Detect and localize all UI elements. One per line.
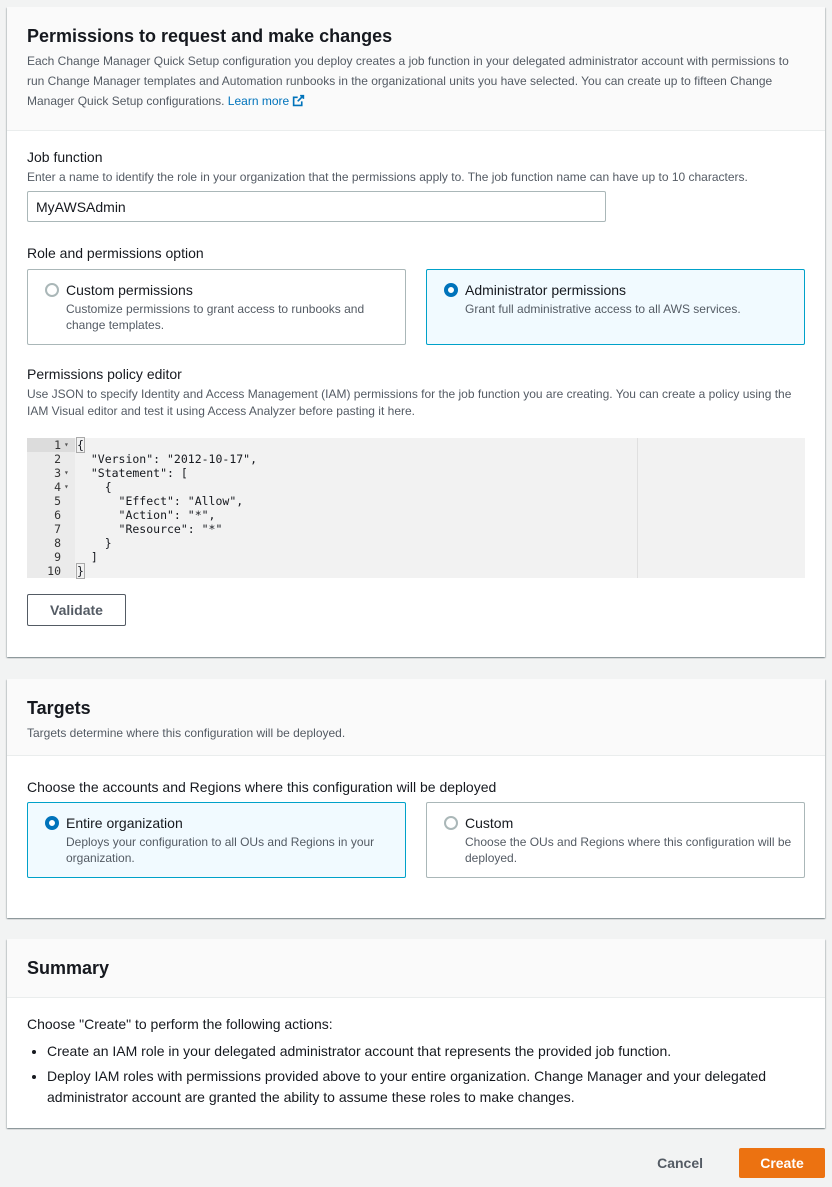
line-number: 1 — [54, 438, 61, 452]
code-text: { — [77, 438, 84, 452]
summary-header — [7, 939, 825, 998]
targets-tiles — [27, 802, 805, 878]
job-function-label: Job function — [27, 149, 103, 165]
external-link-icon — [292, 94, 305, 107]
permissions-title: Permissions to request and make changes — [27, 26, 393, 46]
summary-panel — [7, 939, 825, 1128]
administrator-permissions-radio[interactable] — [444, 283, 458, 297]
custom-targets-tile[interactable] — [426, 802, 805, 878]
editor-print-margin — [637, 438, 638, 578]
targets-body — [7, 756, 825, 898]
code-line — [27, 466, 637, 480]
summary-list — [27, 1041, 805, 1108]
entire-organization-tile[interactable] — [27, 802, 406, 878]
code-line — [27, 522, 637, 536]
form-actions — [645, 1148, 825, 1178]
line-number: 2 — [54, 452, 61, 466]
line-number: 3 — [54, 466, 61, 480]
code-text: "Statement": [ — [77, 466, 188, 480]
targets-panel — [7, 679, 825, 918]
custom-targets-radio[interactable] — [444, 816, 458, 830]
line-number: 6 — [54, 508, 61, 522]
code-text: { — [77, 480, 112, 494]
line-number: 9 — [54, 550, 61, 564]
targets-description: Targets determine where this configuration will be deployed. — [27, 726, 346, 740]
code-line — [27, 494, 637, 508]
targets-choose-label: Choose the accounts and Regions where this configuration will be deployed — [27, 779, 497, 795]
targets-title: Targets — [27, 698, 91, 718]
code-text: "Effect": "Allow", — [77, 494, 244, 508]
line-number: 10 — [47, 564, 61, 578]
learn-more-link[interactable]: Learn more — [228, 94, 305, 108]
summary-title: Summary — [27, 958, 110, 978]
targets-header — [7, 679, 825, 756]
entire-organization-description: Deploys your configuration to all OUs and Regions in your organization. — [66, 835, 375, 865]
job-function-hint: Enter a name to identify the role in your organization that the permissions apply to. The job function name can have up to 10 characters. — [27, 170, 748, 184]
policy-editor-label: Permissions policy editor — [27, 366, 182, 382]
administrator-permissions-description: Grant full administrative access to all AWS services. — [465, 302, 741, 316]
fold-toggle-icon[interactable]: ▾ — [64, 468, 69, 477]
administrator-permissions-tile[interactable] — [426, 269, 805, 345]
summary-item: • Deploy IAM roles with permissions provided above to your entire organization. Change Manager and your delegated administrator account are granted the ability to assume these roles to make changes. — [47, 1066, 805, 1108]
code-text: "Action": "*", — [77, 508, 216, 522]
job-function-input[interactable] — [27, 191, 606, 222]
code-line — [27, 438, 637, 452]
line-number: 7 — [54, 522, 61, 536]
code-line — [27, 480, 637, 494]
permissions-body — [7, 131, 825, 646]
role-option-label: Role and permissions option — [27, 245, 204, 261]
summary-item: • Create an IAM role in your delegated administrator account that represents the provided job function. — [47, 1041, 805, 1062]
code-text: "Version": "2012-10-17", — [77, 452, 258, 466]
code-line — [27, 508, 637, 522]
custom-permissions-tile[interactable] — [27, 269, 406, 345]
summary-body — [7, 998, 825, 1132]
fold-toggle-icon[interactable]: ▾ — [64, 440, 69, 449]
custom-permissions-radio[interactable] — [45, 283, 59, 297]
permissions-panel — [7, 7, 825, 657]
administrator-permissions-title: Administrator permissions — [465, 282, 627, 298]
validate-button[interactable]: Validate — [27, 594, 126, 626]
entire-organization-radio[interactable] — [45, 816, 59, 830]
code-line — [27, 564, 637, 578]
permissions-description: Each Change Manager Quick Setup configuration you deploy creates a job function in your delegated administrator account with permissions to run Change Manager templates and Automation runbooks in the organizational units you have selected. You can create up to fifteen Change Manager Quick Setup configurations. Learn more — [27, 54, 789, 108]
code-line — [27, 550, 637, 564]
fold-toggle-icon[interactable]: ▾ — [64, 482, 69, 491]
summary-intro: Choose "Create" to perform the following actions: — [27, 1016, 333, 1032]
permissions-header — [7, 7, 825, 131]
custom-targets-title: Custom — [465, 815, 514, 831]
code-text: } — [77, 536, 112, 550]
line-number: 5 — [54, 494, 61, 508]
code-text: } — [77, 564, 84, 578]
code-text: "Resource": "*" — [77, 522, 223, 536]
code-text: ] — [77, 550, 98, 564]
policy-code-editor[interactable] — [27, 438, 805, 578]
line-number: 8 — [54, 536, 61, 550]
custom-permissions-description: Customize permissions to grant access to runbooks and change templates. — [66, 302, 365, 332]
custom-targets-description: Choose the OUs and Regions where this configuration will be deployed. — [465, 835, 792, 865]
role-option-tiles — [27, 269, 805, 345]
create-button[interactable]: Create — [739, 1148, 825, 1178]
cancel-button[interactable]: Cancel — [645, 1155, 715, 1171]
line-number: 4 — [54, 480, 61, 494]
policy-editor-hint: Use JSON to specify Identity and Access Management (IAM) permissions for the job function you are creating. You can create a policy using the IAM Visual editor and test it using Access Analyzer before pasting it here. — [27, 387, 792, 418]
code-line — [27, 536, 637, 550]
entire-organization-title: Entire organization — [66, 815, 183, 831]
custom-permissions-title: Custom permissions — [66, 282, 193, 298]
code-line — [27, 452, 637, 466]
